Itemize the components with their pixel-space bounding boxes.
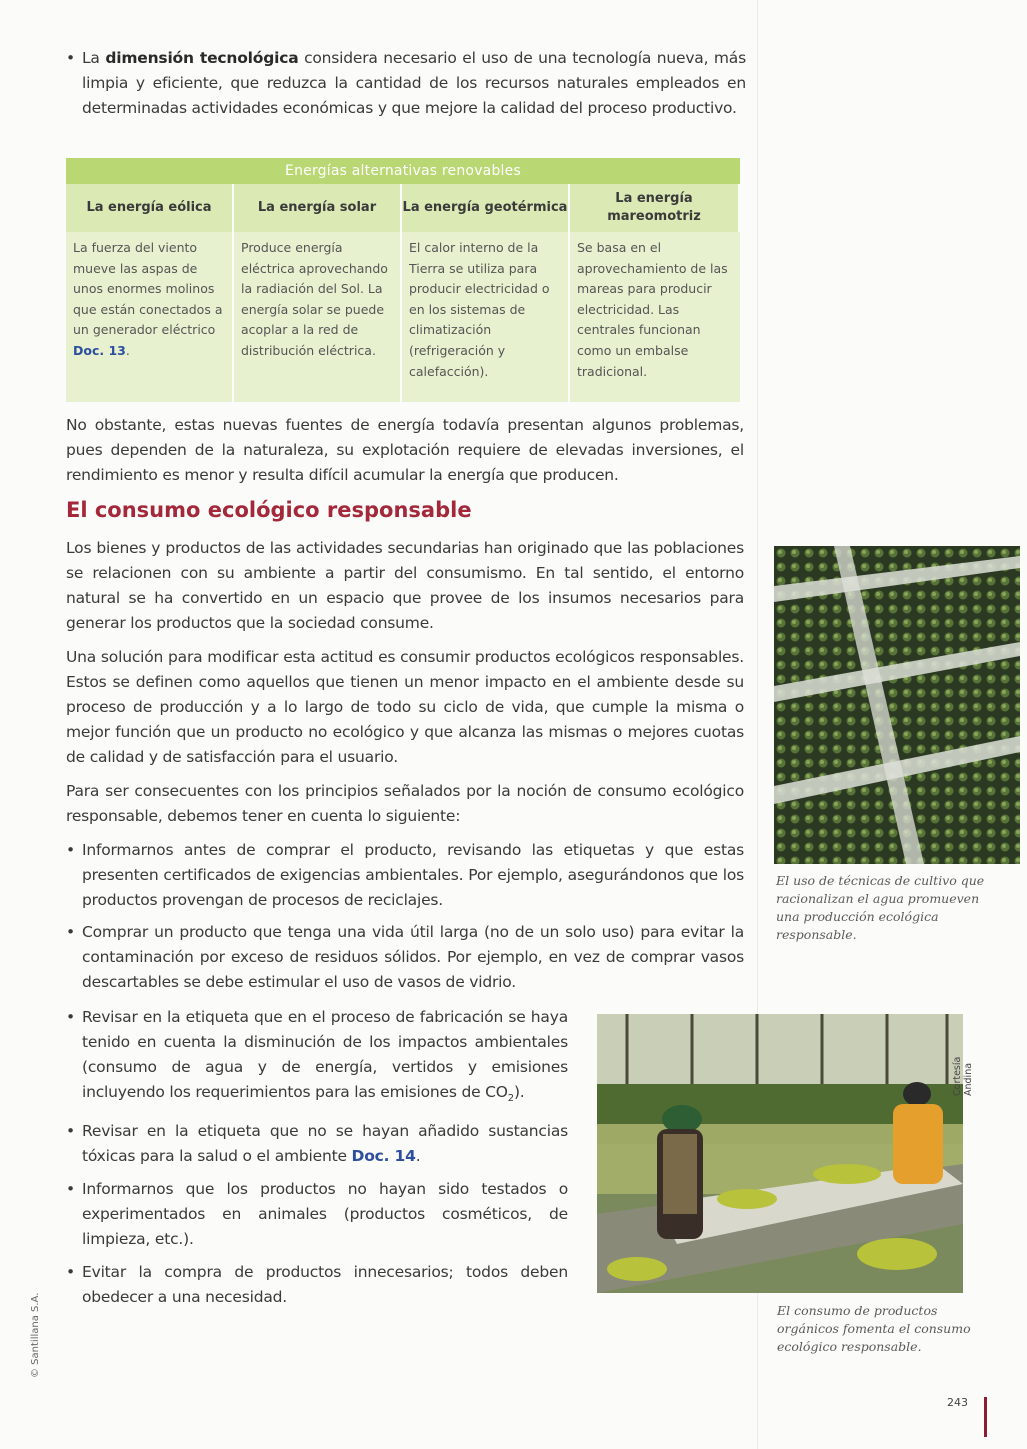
table-cell-geotermica: El calor interno de la Tierra se utiliza para producir electricidad o en los sistemas de climatización (refrigeración y calefacción). bbox=[402, 232, 570, 402]
banana-packing-photo bbox=[597, 1014, 963, 1293]
intro-bullet-item bbox=[66, 46, 746, 121]
table-cell-solar: Produce energía eléctrica aprovechando la radiación del Sol. La energía solar se puede acoplar a la red de distribución eléctrica. bbox=[234, 232, 402, 402]
table-cell-eolica-text: La fuerza del viento mueve las aspas de unos enormes molinos que están conectados a un generador eléctrico bbox=[73, 240, 223, 338]
greenhouse-caption: El uso de técnicas de cultivo que racionalizan el agua promueven una producción ecológica responsable. bbox=[776, 873, 985, 942]
energy-table bbox=[66, 158, 740, 402]
intro-bullet bbox=[66, 46, 746, 121]
bullet-sustancias-toxicas bbox=[66, 1119, 568, 1169]
table-header-geotermica: La energía geotérmica bbox=[402, 184, 570, 232]
bullets-narrow bbox=[66, 1005, 568, 1318]
bullets-wide bbox=[66, 838, 744, 1002]
after-table-paragraph: No obstante, estas nuevas fuentes de energía todavía presentan algunos problemas, pues dependen de la naturaleza, su explotación requiere de elevadas inversiones, el rendimiento es menor y resulta difícil acumular la energía que producen. bbox=[66, 416, 744, 484]
intro-term: dimensión tecnológica bbox=[105, 49, 299, 67]
doc-13-link[interactable]: Doc. 13 bbox=[73, 342, 126, 358]
table-cell-eolica-suffix: . bbox=[125, 342, 130, 358]
photo-credit: Cortesía Andina bbox=[952, 1056, 974, 1096]
page-number: 243 bbox=[947, 1396, 968, 1409]
bullet-impactos-ambientales bbox=[66, 1005, 568, 1111]
doc-14-link[interactable]: Doc. 14 bbox=[351, 1147, 416, 1166]
banana-packing-image bbox=[597, 1014, 963, 1293]
bullet-testados-animales: • Informarnos que los productos no hayan sido testados o experimentados en animales (productos cosméticos, de limpieza, etc.). bbox=[66, 1177, 568, 1252]
greenhouse-seedlings-photo bbox=[774, 546, 1020, 864]
bullet-informarnos-etiquetas: • Informarnos antes de comprar el producto, revisando las etiquetas y que estas presenten certificados de exigencias ambientales. Por ejemplo, asegurándonos que los productos provengan de procesos de reciclajes. bbox=[66, 838, 744, 913]
bananas-caption: El consumo de productos orgánicos fomenta el consumo ecológico responsable. bbox=[777, 1303, 971, 1354]
intro-rest: considera necesario el uso de una tecnología nueva, más limpia y eficiente, que reduzca la cantidad de los recursos naturales empleados en determinadas actividades económicas y que mejore la calidad del proceso productivo. bbox=[82, 49, 746, 117]
bullet-productos-innecesarios: • Evitar la compra de productos innecesarios; todos deben obedecer a una necesidad. bbox=[66, 1260, 568, 1310]
table-header-solar: La energía solar bbox=[234, 184, 402, 232]
bullet-toxicas-text: Revisar en la etiqueta que no se hayan añadido sustancias tóxicas para la salud o el ambiente bbox=[82, 1122, 568, 1166]
intro-lead: La bbox=[82, 49, 106, 67]
energy-table-title: Energías alternativas renovables bbox=[66, 158, 740, 184]
table-cell-mareomotriz: Se basa en el aprovechamiento de las mareas para producir electricidad. Las centrales funcionan como un embalse tradicional. bbox=[577, 240, 728, 379]
co2-subscript: 2 bbox=[507, 1093, 514, 1105]
page-marker-bar bbox=[984, 1397, 987, 1437]
table-header-mareomotriz: La energía mareomotriz bbox=[570, 184, 740, 232]
bullet-impactos-text: Revisar en la etiqueta que en el proceso de fabricación se haya tenido en cuenta la disminución de los impactos ambientales (consumo de agua y de energía, vertidos y emisiones incluyendo los requerimientos para las emisiones de CO bbox=[82, 1008, 568, 1101]
greenhouse-seedlings-image bbox=[774, 546, 1020, 864]
energy-table-grid bbox=[66, 184, 740, 402]
bullet-vida-util: • Comprar un producto que tenga una vida útil larga (no de un solo uso) para evitar la contaminación por exceso de residuos sólidos. Por ejemplo, en vez de comprar vasos descartables se debe estimular el uso de vasos de vidrio. bbox=[66, 920, 744, 995]
consumo-paragraph-3: Para ser consecuentes con los principios señalados por la noción de consumo ecológico responsable, debemos tener en cuenta lo siguiente: bbox=[66, 782, 744, 825]
section-title: El consumo ecológico responsable bbox=[66, 498, 472, 522]
table-header-eolica: La energía eólica bbox=[66, 184, 234, 232]
consumo-paragraph-2: Una solución para modificar esta actitud es consumir productos ecológicos responsables. Estos se definen como aquellos que tienen un menor impacto en el ambiente desde su proceso de producción y a lo largo de todo su ciclo de vida, que cumple la misma o mejor función que un producto no ecológico y que alcanza las mismas o mejores cuotas de calidad y de satisfacción para el usuario. bbox=[66, 648, 744, 766]
consumo-paragraph-1: Los bienes y productos de las actividades secundarias han originado que las poblaciones se relacionen con su ambiente a partir del consumismo. En tal sentido, el entorno natural se ha convertido en un espacio que provee de los insumos necesarios para generar los productos que la sociedad consume. bbox=[66, 539, 744, 632]
table-cell-eolica bbox=[66, 232, 234, 402]
bullet-toxicas-tail: . bbox=[415, 1147, 421, 1166]
copyright-notice: © Santillana S.A. bbox=[30, 1292, 41, 1378]
consumo-paragraphs bbox=[66, 536, 744, 838]
bullet-impactos-tail: ). bbox=[513, 1083, 525, 1101]
